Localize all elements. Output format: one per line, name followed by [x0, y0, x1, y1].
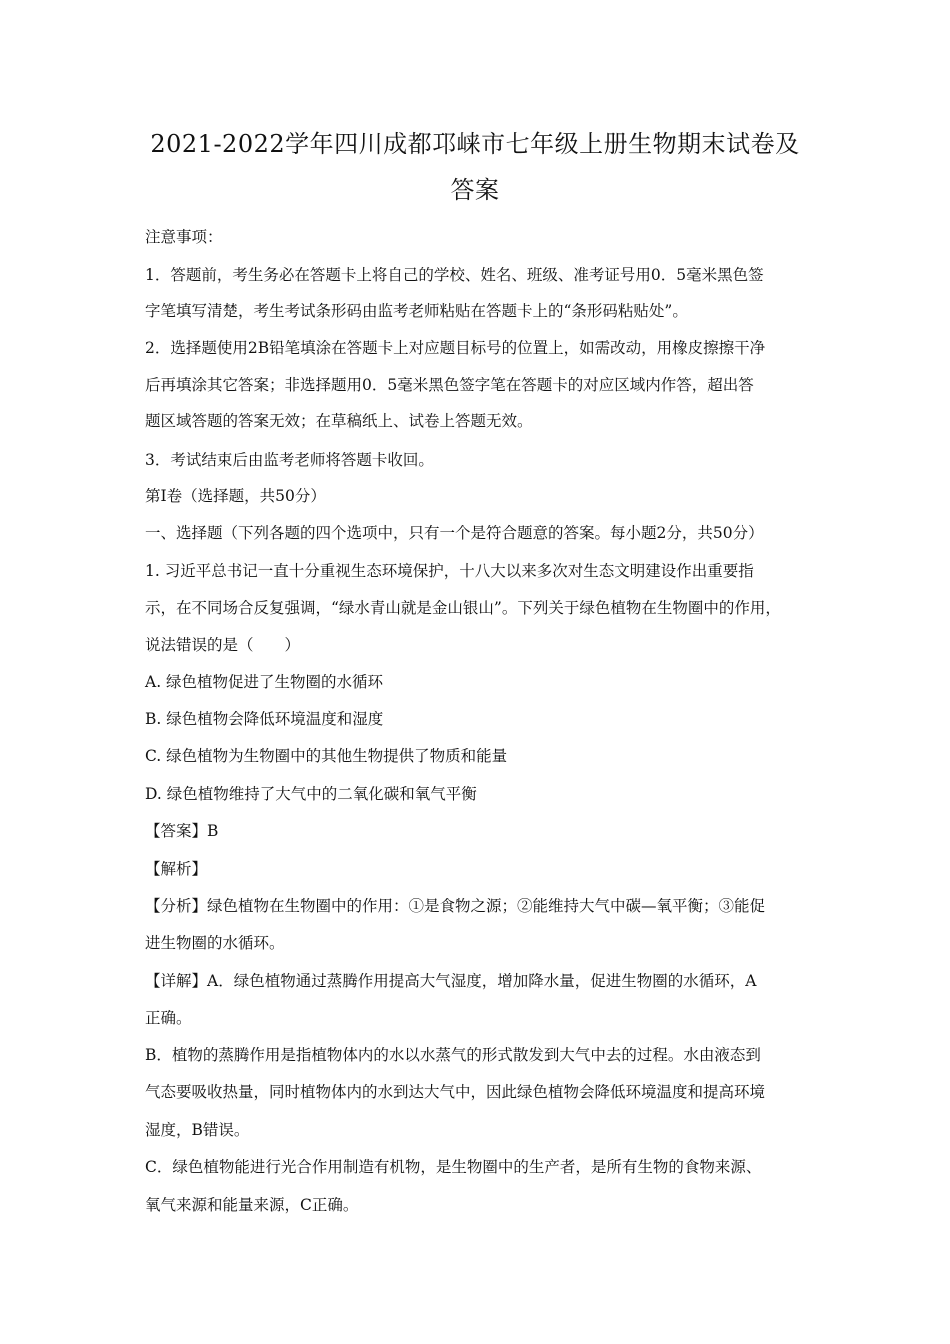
notice-heading: 注意事项： [145, 228, 223, 246]
notice-item-2-line3: 题区域答题的答案无效；在草稿纸上、试卷上答题无效。 [145, 412, 533, 430]
question-1-explain-b-line2: 气态要吸收热量，同时植物体内的水到达大气中，因此绿色植物会降低环境温度和提高环境 [145, 1083, 766, 1101]
question-1-option-b: B. 绿色植物会降低环境温度和湿度 [145, 710, 384, 728]
question-1-option-c: C. 绿色植物为生物圈中的其他生物提供了物质和能量 [145, 747, 508, 765]
question-1-fenxi-line2: 进生物圈的水循环。 [145, 934, 285, 952]
question-1-option-a: A. 绿色植物促进了生物圈的水循环 [145, 673, 384, 691]
question-1-fenxi-line1: 【分析】绿色植物在生物圈中的作用：①是食物之源；②能维持大气中碳—氧平衡；③能促 [145, 897, 766, 915]
notice-item-2-line2: 后再填涂其它答案；非选择题用0．5毫米黑色签字笔在答题卡的对应区域内作答，超出答 [145, 376, 754, 394]
question-1-stem-line1: 1. 习近平总书记一直十分重视生态环境保护，十八大以来多次对生态文明建设作出重要指 [145, 562, 754, 580]
question-1-stem-line3: 说法错误的是（ ） [145, 636, 301, 654]
question-1-explain-c-line1: C．绿色植物能进行光合作用制造有机物，是生物圈中的生产者，是所有生物的食物来源、 [145, 1158, 762, 1176]
document-title-line2: 答案 [450, 176, 500, 204]
question-1-xiangjie-line1: 【详解】A．绿色植物通过蒸腾作用提高大气湿度，增加降水量，促进生物圈的水循环，A [145, 972, 757, 990]
question-1-explain-c-line2: 氧气来源和能量来源，C正确。 [145, 1196, 359, 1214]
notice-item-1-line2: 字笔填写清楚，考生考试条形码由监考老师粘贴在答题卡上的“条形码粘贴处”。 [145, 302, 688, 320]
document-title-line1: 2021-2022学年四川成都邛崃市七年级上册生物期末试卷及 [150, 130, 800, 158]
question-1-answer: 【答案】B [145, 822, 219, 840]
question-1-explain-b-line1: B．植物的蒸腾作用是指植物体内的水以水蒸气的形式散发到大气中去的过程。水由液态到 [145, 1046, 761, 1064]
notice-item-2-line1: 2．选择题使用2B铅笔填涂在答题卡上对应题目标号的位置上，如需改动，用橡皮擦擦干净 [145, 339, 766, 357]
question-1-analysis-heading: 【解析】 [145, 860, 208, 878]
section1-heading: 一、选择题（下列各题的四个选项中，只有一个是符合题意的答案。每小题2分，共50分） [145, 524, 764, 542]
notice-item-1-line1: 1．答题前，考生务必在答题卡上将自己的学校、姓名、班级、准考证号用0．5毫米黑色签 [145, 266, 764, 284]
question-1-stem-line2: 示，在不同场合反复强调，“绿水青山就是金山银山”。下列关于绿色植物在生物圈中的作用， [145, 599, 781, 617]
question-1-xiangjie-line2: 正确。 [145, 1009, 192, 1027]
notice-item-3: 3．考试结束后由监考老师将答题卡收回。 [145, 451, 434, 469]
question-1-option-d: D. 绿色植物维持了大气中的二氧化碳和氧气平衡 [145, 785, 477, 803]
part1-heading: 第Ⅰ卷（选择题，共50分） [145, 487, 326, 505]
question-1-explain-b-line3: 湿度，B错误。 [145, 1121, 250, 1139]
